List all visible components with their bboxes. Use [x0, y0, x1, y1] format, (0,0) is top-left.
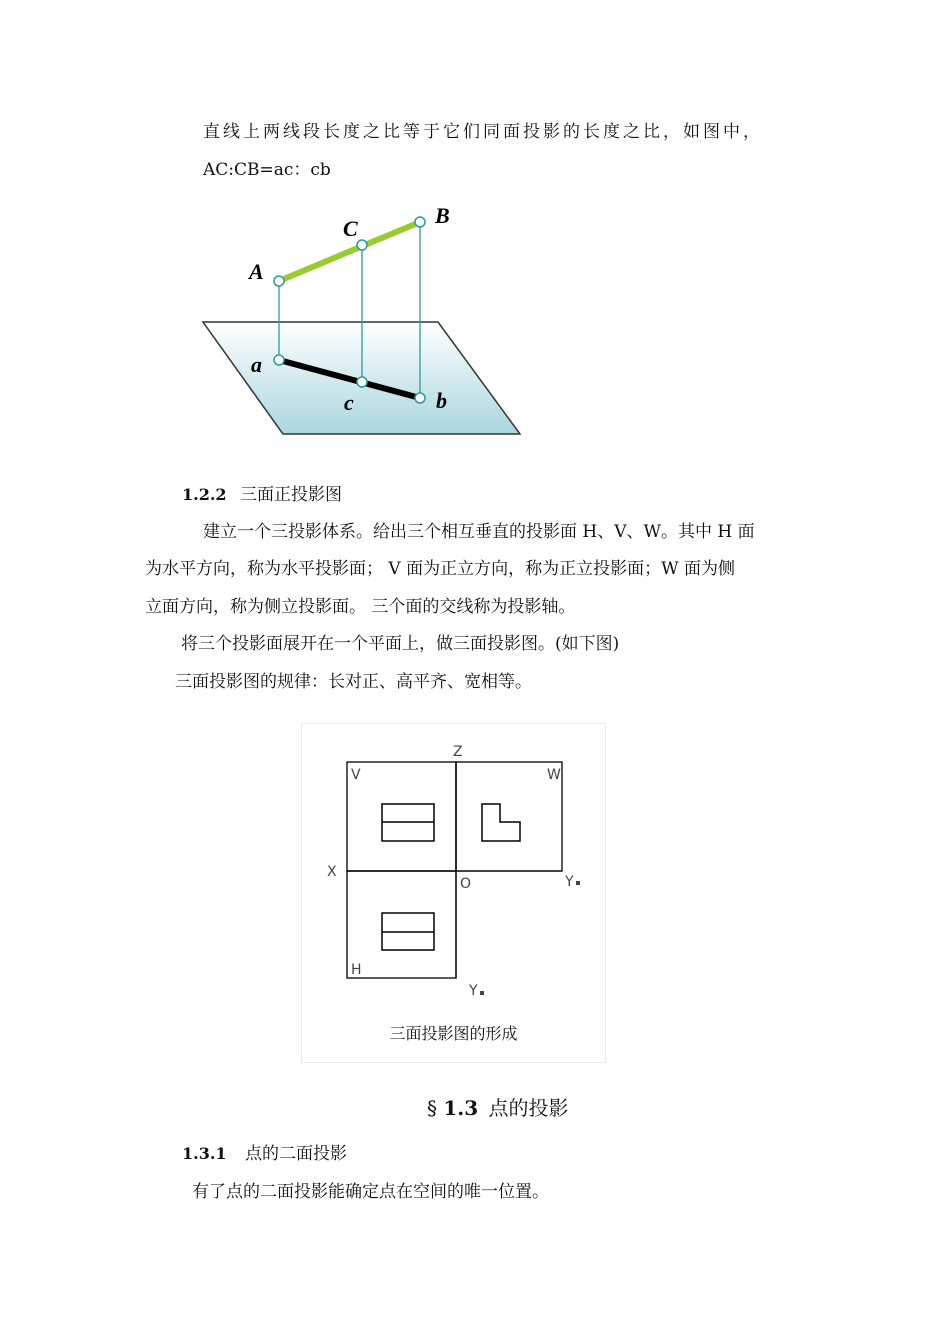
- section-122-title: 三面正投影图: [240, 485, 342, 505]
- intro-line-1: 直线上两线段长度之比等于它们同面投影的长度之比，如图中，: [203, 122, 763, 142]
- label-C: C: [343, 216, 358, 241]
- point-a: [274, 355, 284, 365]
- section-131-title: 点的二面投影: [245, 1144, 347, 1164]
- section-122-paragraph-2: 将三个投影面展开在一个平面上，做三面投影图。(如下图): [181, 634, 620, 654]
- label-B: B: [435, 203, 450, 228]
- v-plane: [347, 762, 456, 871]
- section-122-number: 1.2.2: [182, 485, 227, 504]
- section-122-paragraph-3: 三面投影图的规律：长对正、高平齐、宽相等。: [175, 672, 532, 692]
- side-view-shape: [482, 804, 520, 841]
- section-131-number: 1.3.1: [182, 1144, 227, 1163]
- three-view-diagram: [302, 724, 605, 1062]
- label-Z: Z: [453, 744, 463, 760]
- figure-caption: 三面投影图的形成: [389, 1024, 518, 1043]
- label-W: W: [547, 767, 561, 783]
- intro-line-2: AC:CB=ac：cb: [203, 160, 331, 180]
- section-122-paragraph-1-line-2: 为水平方向，称为水平投影面； V 面为正立方向，称为正立投影面；W 面为侧: [145, 559, 735, 579]
- label-a: a: [251, 352, 262, 377]
- section-symbol: §: [427, 1096, 437, 1120]
- section-131-paragraph-1: 有了点的二面投影能确定点在空间的唯一位置。: [192, 1182, 549, 1202]
- section-122-paragraph-1-line-1: 建立一个三投影体系。给出三个相互垂直的投影面 H、V、W。其中 H 面: [203, 522, 755, 542]
- label-Y-w: Y: [565, 874, 574, 890]
- point-b: [415, 393, 425, 403]
- label-Y-h: Y: [469, 983, 478, 999]
- projection-figure: [195, 200, 530, 445]
- point-A: [274, 276, 284, 286]
- label-c: c: [344, 390, 354, 415]
- label-b: b: [436, 388, 447, 413]
- point-C: [357, 240, 367, 250]
- section-13-number: 1.3: [443, 1096, 479, 1120]
- section-13-title: 点的投影: [488, 1096, 569, 1120]
- label-A: A: [249, 259, 264, 284]
- h-plane: [347, 871, 456, 978]
- label-H: H: [351, 962, 362, 978]
- label-O: O: [460, 876, 472, 892]
- label-V: V: [351, 767, 361, 783]
- three-view-figure: [301, 723, 606, 1063]
- label-X: X: [327, 864, 337, 880]
- point-B: [415, 217, 425, 227]
- section-13-heading: [427, 1095, 569, 1121]
- point-c: [357, 377, 367, 387]
- section-122-paragraph-1-line-3: 立面方向，称为侧立投影面。 三个面的交线称为投影轴。: [145, 597, 576, 617]
